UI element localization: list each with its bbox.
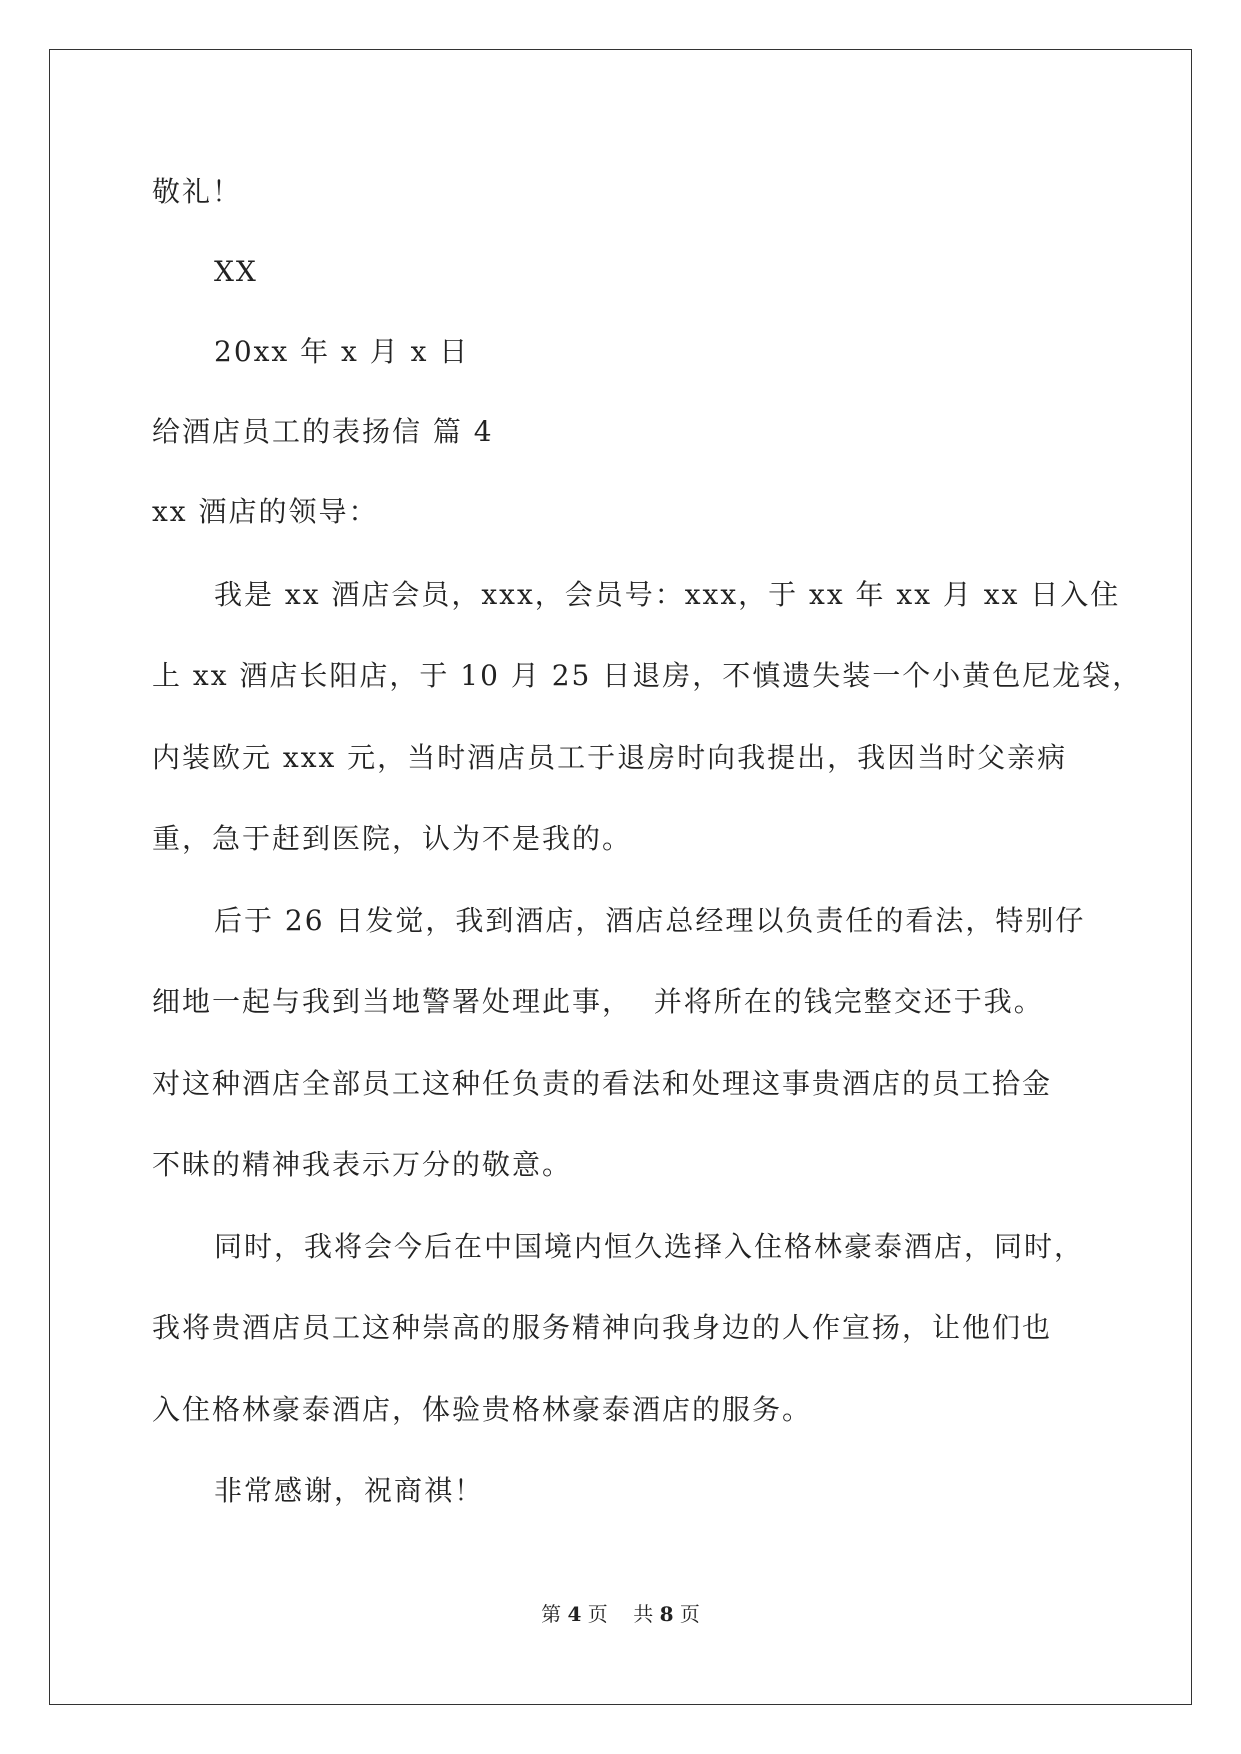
footer-page-number: 4: [567, 1602, 582, 1626]
footer-total-suffix: 页: [679, 1602, 700, 1626]
body-paragraph-2-line-3: 对这种酒店全部员工这种任负责的看法和处理这事贵酒店的员工拾金: [152, 1067, 1053, 1100]
body-paragraph-3-line-2: 我将贵酒店员工这种崇高的服务精神向我身边的人作宣扬，让他们也: [152, 1311, 1053, 1344]
body-paragraph-3-line-1: 同时，我将会今后在中国境内恒久选择入住格林豪泰酒店，同时，: [214, 1230, 1085, 1263]
body-paragraph-1-line-1: 我是 xx 酒店会员，xxx，会员号：xxx，于 xx 年 xx 月 xx 日入住: [214, 578, 1121, 611]
closing-thanks: 非常感谢，祝商祺！: [214, 1474, 485, 1507]
body-paragraph-1-line-4: 重，急于赶到医院，认为不是我的。: [152, 822, 633, 855]
page-footer: [0, 1602, 1241, 1626]
footer-page-suffix: 页: [587, 1602, 608, 1626]
body-paragraph-1-line-2: 上 xx 酒店长阳店，于 10 月 25 日退房，不慎遗失装一个小黄色尼龙袋，: [152, 659, 1143, 692]
footer-total-prefix: 共: [633, 1602, 654, 1626]
body-paragraph-1-line-3: 内装欧元 xxx 元，当时酒店员工于退房时向我提出，我因当时父亲病: [152, 741, 1068, 774]
body-paragraph-2-line-1: 后于 26 日发觉，我到酒店，酒店总经理以负责任的看法，特别仔: [214, 904, 1086, 937]
footer-page-prefix: 第: [541, 1602, 562, 1626]
letter-salutation: xx 酒店的领导：: [152, 495, 379, 528]
section-heading: 给酒店员工的表扬信 篇 4: [152, 415, 494, 448]
closing-salute: 敬礼！: [152, 175, 243, 208]
signature-name: XX: [214, 255, 258, 288]
page-border: [49, 49, 1192, 1705]
body-paragraph-2-line-4: 不昧的精神我表示万分的敬意。: [152, 1148, 573, 1181]
letter-date: 20xx 年 x 月 x 日: [214, 335, 470, 368]
footer-total-number: 8: [659, 1602, 674, 1626]
body-paragraph-3-line-3: 入住格林豪泰酒店，体验贵格林豪泰酒店的服务。: [152, 1393, 813, 1426]
body-paragraph-2-line-2: 细地一起与我到当地警署处理此事， 并将所在的钱完整交还于我。: [152, 985, 1044, 1018]
